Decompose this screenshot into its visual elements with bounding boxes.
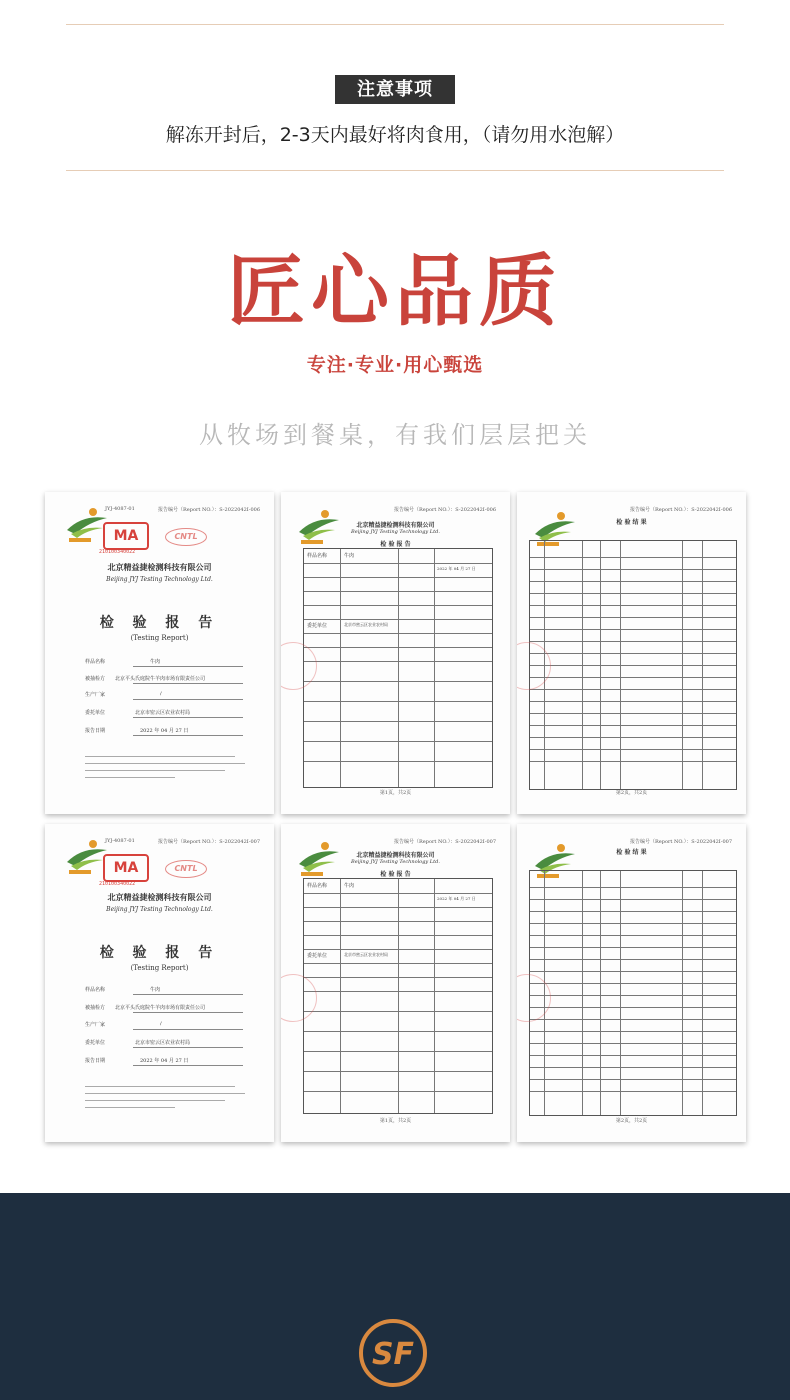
producer-value: / [160, 1021, 162, 1027]
tested-label: 被抽检方 [85, 1005, 106, 1011]
date-value: 2022 年 04 月 27 日 [437, 896, 476, 901]
company-name-en: Beijing JYJ Testing Technology Ltd. [106, 906, 213, 913]
sample-value: 牛肉 [150, 659, 161, 665]
client-value: 北京市密云区农业农村局 [344, 622, 388, 627]
client-value: 北京市密云区农业农村局 [135, 710, 191, 716]
report-number: 报告编号（Report NO.）：S-2022042I-007 [158, 839, 260, 845]
sample-value: 牛肉 [344, 883, 355, 889]
address-block [85, 754, 245, 781]
company-name: 北京精益捷检测科技有限公司 [107, 892, 212, 902]
info-table [303, 548, 493, 788]
sf-express-logo-icon [358, 1318, 428, 1388]
sample-label: 样品名称 [307, 553, 328, 559]
ma-cert-icon: MA [103, 854, 149, 882]
sample-value: 牛肉 [150, 987, 161, 993]
sf-logo-text: SF [371, 1337, 415, 1372]
sample-label: 样品名称 [85, 987, 106, 993]
cnas-cert-icon: CNTL [165, 528, 207, 546]
client-label: 委托单位 [307, 953, 328, 959]
client-value: 北京市密云区农业农村局 [344, 952, 388, 957]
date-label: 报告日期 [85, 728, 106, 734]
report-cover-b[interactable] [45, 824, 274, 1142]
ma-cert-icon: MA [103, 522, 149, 550]
tested-label: 被抽检方 [85, 676, 106, 682]
doc-code: JYJ-4087-01 [105, 838, 135, 844]
client-value: 北京市密云区农业农村局 [135, 1040, 191, 1046]
company-name: 北京精益捷检测科技有限公司 [356, 852, 435, 859]
report-number: 报告编号（Report NO.）：S-2022042I-007 [394, 839, 496, 845]
page-number: 第2页，共2页 [615, 1118, 648, 1124]
result-title: 检 验 结 果 [616, 849, 647, 856]
inner-title: 检 验 报 告 [380, 871, 411, 878]
info-table [303, 878, 493, 1114]
company-name: 北京精益捷检测科技有限公司 [356, 522, 435, 529]
date-label: 报告日期 [85, 1058, 106, 1064]
date-value: 2022 年 04 月 27 日 [140, 728, 189, 734]
sample-label: 样品名称 [85, 659, 106, 665]
report-number: 报告编号（Report NO.）：S-2022042I-006 [158, 507, 260, 513]
report-cover-a[interactable] [45, 492, 274, 814]
report-page1-a[interactable] [281, 492, 510, 814]
cnas-cert-icon: CNTL [165, 860, 207, 878]
producer-label: 生产厂家 [85, 1022, 106, 1028]
report-number: 报告编号（Report NO.）：S-2022042I-006 [394, 507, 496, 513]
date-value: 2022 年 04 月 27 日 [437, 566, 476, 571]
ma-number: 210100340022 [99, 549, 136, 555]
producer-label: 生产厂家 [85, 692, 106, 698]
client-label: 委托单位 [85, 710, 106, 716]
quality-headline: 匠心品质 [226, 247, 563, 337]
top-divider [66, 24, 724, 25]
sample-label: 样品名称 [307, 883, 328, 889]
quality-subline: 专注·专业·用心甄选 [306, 354, 484, 376]
tested-value: 北京平头氏庭院牛羊肉市场有限责任公司 [115, 676, 206, 682]
report-page2-a[interactable] [517, 492, 746, 814]
report-number: 报告编号（Report NO.）：S-2022042I-006 [630, 507, 732, 513]
company-name-en: Beijing JYJ Testing Technology Ltd. [106, 576, 213, 583]
notice-text: 解冻开封后，2-3天内最好将肉食用，（请勿用水泡解） [165, 124, 625, 146]
report-title-en: (Testing Report) [130, 634, 189, 642]
report-page2-b[interactable] [517, 824, 746, 1142]
report-title: 检 验 报 告 [99, 945, 220, 961]
address-block [85, 1084, 245, 1111]
ma-number: 210100340022 [99, 881, 136, 887]
page-number: 第1页，共2页 [379, 790, 412, 796]
result-table [529, 870, 737, 1116]
doc-code: JYJ-4087-01 [105, 506, 135, 512]
report-page1-b[interactable] [281, 824, 510, 1142]
tested-value: 北京平头氏庭院牛羊肉市场有限责任公司 [115, 1005, 206, 1011]
sample-value: 牛肉 [344, 553, 355, 559]
page-number: 第1页，共2页 [379, 1118, 412, 1124]
company-name-en: Beijing JYJ Testing Technology Ltd. [351, 529, 440, 535]
report-number: 报告编号（Report NO.）：S-2022042I-007 [630, 839, 732, 845]
result-title: 检 验 结 果 [616, 519, 647, 526]
company-name-en: Beijing JYJ Testing Technology Ltd. [351, 859, 440, 865]
report-title-en: (Testing Report) [130, 964, 189, 972]
producer-value: / [160, 691, 162, 697]
page-number: 第2页，共2页 [615, 790, 648, 796]
notice-label: 注意事项 [335, 75, 455, 104]
quality-tagline: 从牧场到餐桌，有我们层层把关 [199, 421, 591, 449]
result-table [529, 540, 737, 790]
report-title: 检 验 报 告 [99, 615, 220, 631]
client-label: 委托单位 [307, 623, 328, 629]
company-name: 北京精益捷检测科技有限公司 [107, 562, 212, 572]
notice-divider [66, 170, 724, 171]
inner-title: 检 验 报 告 [380, 541, 411, 548]
date-value: 2022 年 04 月 27 日 [140, 1058, 189, 1064]
client-label: 委托单位 [85, 1040, 106, 1046]
